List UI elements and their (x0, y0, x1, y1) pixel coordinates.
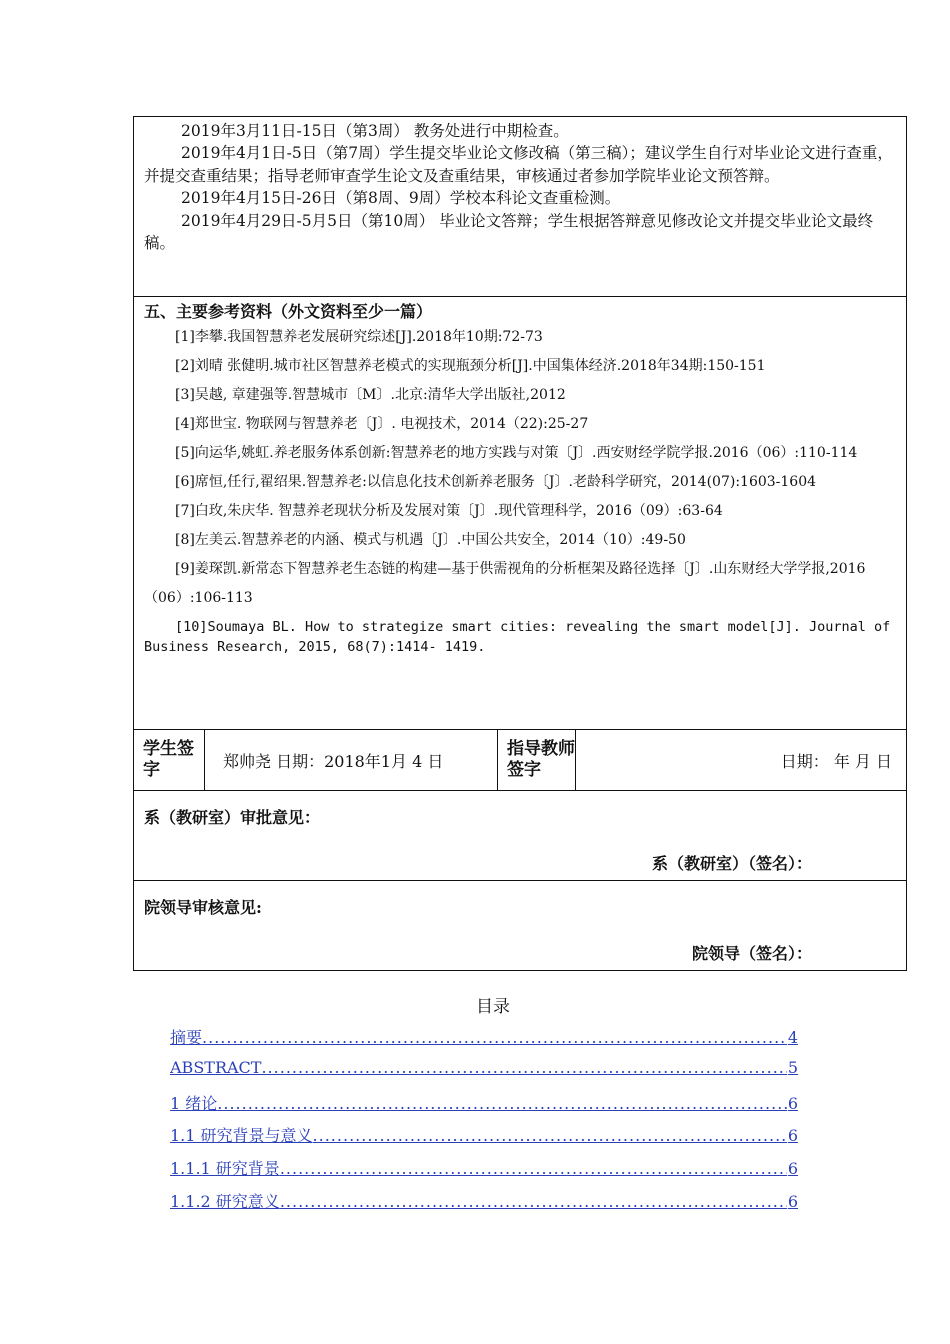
reference-item: [2]刘晴 张健明.城市社区智慧养老模式的实现瓶颈分析[J].中国集体经济.2018年34期:150-151 (175, 358, 766, 374)
toc-leader (217, 1094, 787, 1113)
toc-entry-page: 6 (787, 1126, 798, 1146)
toc-entry[interactable] (170, 1156, 798, 1189)
toc-entry[interactable] (170, 1025, 798, 1058)
toc-entry[interactable] (170, 1058, 798, 1091)
toc-leader (280, 1159, 787, 1178)
student-signature-value: 郑帅尧 日期：2018年1月 4 日 (205, 730, 498, 791)
references-heading: 五、主要参考资料（外文资料至少一篇） (144, 302, 433, 321)
reference-item: [3]吴越, 章建强等.智慧城市〔M〕.北京:清华大学出版社,2012 (175, 387, 566, 403)
toc-entry[interactable] (170, 1091, 798, 1124)
toc-leader (313, 1126, 787, 1145)
toc-entry-label: 1.1 研究背景与意义 (170, 1126, 313, 1146)
department-signature: 系（教研室）（签名）： (652, 854, 813, 873)
schedule-item: 2019年3月11日-15日（第3周） 教务处进行中期检查。 (181, 122, 569, 140)
toc-leader (202, 1028, 787, 1047)
dean-approval-cell (134, 881, 907, 971)
toc-entry[interactable] (170, 1189, 798, 1222)
toc-entry-page: 4 (787, 1028, 798, 1047)
toc-entry-label: 1.1.2 研究意义 (170, 1191, 280, 1211)
dean-signature: 院领导（签名）： (692, 944, 813, 963)
reference-item: [4]郑世宝. 物联网与智慧养老〔J〕. 电视技术，2014（22):25-27 (175, 416, 589, 432)
toc-entry-page: 6 (787, 1093, 798, 1113)
thesis-form-table (133, 116, 907, 971)
references-cell (134, 297, 907, 730)
schedule-item: 2019年4月29日-5月5日（第10周） 毕业论文答辩；学生根据答辩意见修改论文并提交毕业论文最终稿。 (144, 211, 874, 253)
toc-entry-label: 摘要 (170, 1028, 203, 1047)
student-signature-label: 学生签字 (134, 730, 205, 791)
dean-approval-title: 院领导审核意见: (144, 898, 262, 917)
schedule-cell (134, 117, 907, 297)
reference-item: [9]姜琛凯.新常态下智慧养老生态链的构建—基于供需视角的分析框架及路径选择〔J〕.山东财经大学学报,2016（06）:106-113 (144, 561, 866, 606)
table-of-contents (170, 1025, 798, 1222)
reference-item: [10]Soumaya BL. How to strategize smart cities: revealing the smart model[J]. Journal of Business Research, 2015, 68(7):1414- 1419. (144, 619, 891, 655)
toc-entry-page: 6 (787, 1159, 798, 1179)
reference-item: [1]李攀.我国智慧养老发展研究综述[J].2018年10期:72-73 (175, 329, 543, 345)
toc-entry[interactable] (170, 1123, 798, 1156)
reference-item: [6]席恒,任行,翟绍果.智慧养老:以信息化技术创新养老服务〔J〕.老龄科学研究，2014(07):1603-1604 (175, 474, 817, 490)
department-approval-cell (134, 791, 907, 881)
schedule-item: 2019年4月15日-26日（第8周、9周）学校本科论文查重检测。 (181, 189, 621, 208)
teacher-signature-date: 日期： 年 月 日 (576, 730, 907, 791)
toc-leader (280, 1192, 787, 1211)
toc-entry-page: 6 (787, 1191, 798, 1211)
reference-item: [7]白玫,朱庆华. 智慧养老现状分析及发展对策〔J〕.现代管理科学，2016（09）:63-64 (175, 503, 723, 519)
toc-leader (261, 1058, 786, 1077)
schedule-item: 2019年4月1日-5日（第7周）学生提交毕业论文修改稿（第三稿）；建议学生自行对毕业论文进行查重，并提交查重结果；指导老师审查学生论文及查重结果，审核通过者参加学院毕业论文预答辩。 (144, 144, 893, 185)
toc-entry-label: 1.1.1 研究背景 (170, 1159, 280, 1179)
teacher-signature-label: 指导教师签字 (498, 730, 576, 791)
toc-entry-label: 1 绪论 (170, 1093, 218, 1113)
toc-entry-page: 5 (787, 1057, 798, 1077)
toc-entry-label: ABSTRACT (170, 1057, 262, 1077)
reference-item: [5]向运华,姚虹.养老服务体系创新:智慧养老的地方实践与对策〔J〕.西安财经学院学报.2016（06）:110-114 (175, 445, 858, 461)
department-approval-title: 系（教研室）审批意见： (144, 808, 321, 827)
reference-item: [8]左美云.智慧养老的内涵、模式与机遇〔J〕.中国公共安全，2014（10）:49-50 (175, 532, 686, 548)
toc-title: 目录 (476, 997, 510, 1017)
